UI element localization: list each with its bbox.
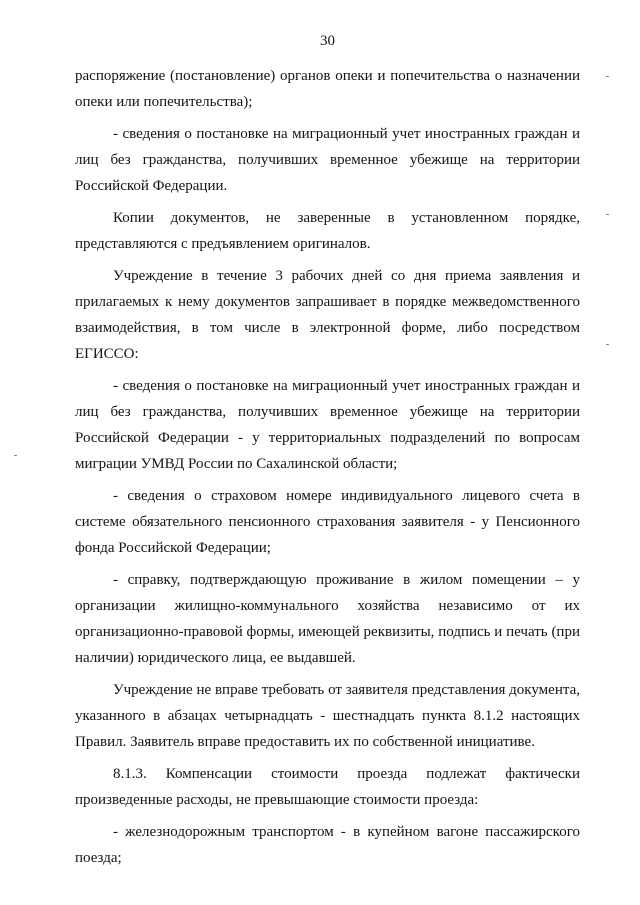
text-line: ЕГИССО: xyxy=(75,346,139,362)
paragraph-10 xyxy=(75,819,580,871)
text-line: взаимодействия, в том числе в электронной форме, либо посредством xyxy=(75,320,580,336)
text-line: указанного в абзацах четырнадцать - шестнадцать пункта 8.1.2 настоящих xyxy=(75,708,580,724)
text-line: Копии документов, не заверенные в установленном порядке, xyxy=(113,210,580,226)
paragraph-9 xyxy=(75,761,580,813)
scan-speck xyxy=(14,455,17,456)
text-line: - сведения о постановке на миграционный учет иностранных граждан и xyxy=(113,378,580,394)
text-line: миграции УМВД России по Сахалинской области; xyxy=(75,456,398,472)
page-number: 30 xyxy=(320,33,335,49)
scan-speck xyxy=(606,344,609,345)
paragraph-2 xyxy=(75,121,580,199)
text-line: организационно-правовой формы, имеющей реквизиты, подпись и печать (при xyxy=(75,624,580,640)
text-line: Российской Федерации. xyxy=(75,178,228,194)
scan-speck xyxy=(606,214,609,215)
text-line: опеки или попечительства); xyxy=(75,94,253,110)
text-line: системе обязательного пенсионного страхования заявителя - у Пенсионного xyxy=(75,514,580,530)
text-line: распоряжение (постановление) органов опеки и попечительства о назначении xyxy=(75,68,580,84)
text-line: - сведения о страховом номере индивидуального лицевого счета в xyxy=(113,488,580,504)
text-line: лиц без гражданства, получивших временное убежище на территории xyxy=(75,152,580,168)
paragraph-3 xyxy=(75,205,580,257)
text-line: - справку, подтверждающую проживание в жилом помещении – у xyxy=(113,572,580,588)
text-line: представляются с предъявлением оригиналов. xyxy=(75,236,371,252)
text-line: фонда Российской Федерации; xyxy=(75,540,271,556)
scan-speck xyxy=(606,76,609,77)
text-line: Учреждение не вправе требовать от заявителя представления документа, xyxy=(113,682,580,698)
text-line: произведенные расходы, не превышающие стоимости проезда: xyxy=(75,792,479,808)
text-line: лиц без гражданства, получивших временное убежище на территории xyxy=(75,404,580,420)
text-line: - железнодорожным транспортом - в купейном вагоне пассажирского xyxy=(113,824,580,840)
document-body xyxy=(75,63,580,871)
text-line: - сведения о постановке на миграционный учет иностранных граждан и xyxy=(113,126,580,142)
text-line: Учреждение в течение 3 рабочих дней со дня приема заявления и xyxy=(113,268,580,284)
paragraph-7 xyxy=(75,567,580,671)
text-line: прилагаемых к нему документов запрашивает в порядке межведомственного xyxy=(75,294,580,310)
text-line: Правил. Заявитель вправе предоставить их по собственной инициативе. xyxy=(75,734,535,750)
text-line: 8.1.3. Компенсации стоимости проезда подлежат фактически xyxy=(113,766,580,782)
text-line: поезда; xyxy=(75,850,122,866)
paragraph-6 xyxy=(75,483,580,561)
paragraph-8 xyxy=(75,677,580,755)
text-line: Российской Федерации - у территориальных подразделений по вопросам xyxy=(75,430,580,446)
text-line: организации жилищно-коммунального хозяйства независимо от их xyxy=(75,598,580,614)
paragraph-1 xyxy=(75,63,580,115)
paragraph-5 xyxy=(75,373,580,477)
text-line: наличии) юридического лица, ее выдавшей. xyxy=(75,650,356,666)
paragraph-4 xyxy=(75,263,580,367)
